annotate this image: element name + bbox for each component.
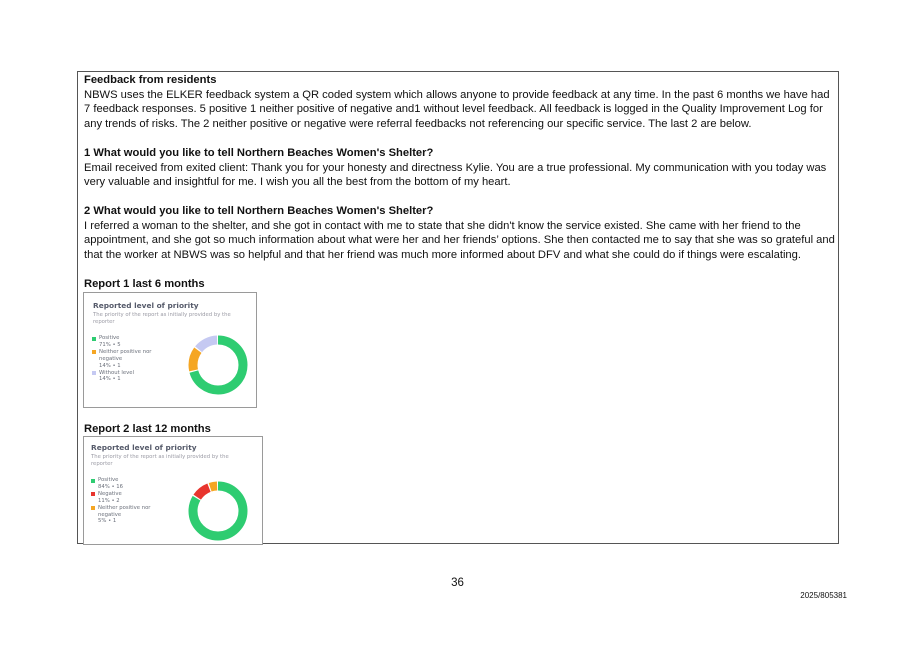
legend-item (91, 477, 170, 491)
legend-stat: 11% • 2 (98, 497, 120, 504)
legend-item (91, 505, 170, 526)
legend-swatch-negative (91, 492, 95, 496)
intro-paragraph: NBWS uses the ELKER feedback system a QR coded system which allows anyone to provide feedback at any time. In the past 6 months we have had 7 feedback responses. 5 positive 1 neither positive of negative and1 without level feedback. All feedback is logged in the Quality Improvement Log for any trends of risks. The 2 neither positive or negative were referral feedbacks not referencing our specific service. The last 2 are below. (84, 88, 830, 131)
legend-label: Without level (99, 369, 134, 376)
legend-stat: 14% • 1 (99, 376, 121, 383)
feedback-2-text: I referred a woman to the shelter, and she got in contact with me to state that she didn't know the service existed. She came with her friend to the appointment, and she got so much information about what were her and her friends’ options. She then contacted me to say that she was so grateful and that the worker at NBWS was so helpful and that her friend was much more informed about DFV and what she could do if things were escalating. (84, 219, 835, 262)
feedback-2-heading: 2 What would you like to tell Northern Beaches Women's Shelter? (84, 204, 434, 217)
legend-swatch-without-level (92, 371, 96, 375)
report-1-donut-chart (186, 333, 250, 397)
legend-item (92, 349, 171, 370)
legend-swatch-neither (91, 506, 95, 510)
document-body (84, 73, 836, 263)
legend-label: Neither positive nor negative (99, 348, 152, 362)
legend-item (91, 491, 170, 505)
legend-label: Positive (99, 335, 120, 341)
report-1-card-title: Reported level of priority (93, 301, 199, 310)
legend-swatch-neither (92, 350, 96, 354)
feedback-1-heading: 1 What would you like to tell Northern Beaches Women's Shelter? (84, 146, 434, 159)
legend-stat: 14% • 1 (99, 362, 121, 369)
report-1-label: Report 1 last 6 months (84, 278, 205, 290)
legend-item (92, 370, 171, 384)
legend-label: Neither positive nor negative (98, 504, 151, 518)
legend-swatch-positive (92, 337, 96, 341)
report-2-donut-chart (186, 479, 250, 543)
section-heading: Feedback from residents (84, 74, 217, 86)
report-1-card-subtitle: The priority of the report as initially provided by the reporter (93, 312, 231, 325)
legend-stat: 5% • 1 (98, 518, 117, 525)
report-2-legend (91, 477, 170, 525)
legend-stat: 71% • 5 (99, 341, 121, 348)
page-number: 36 (451, 577, 464, 589)
report-2-card-subtitle: The priority of the report as initially provided by the reporter (91, 454, 229, 467)
legend-stat: 84% • 16 (98, 483, 124, 490)
legend-label: Negative (98, 490, 122, 497)
report-2-card-title: Reported level of priority (91, 443, 197, 452)
legend-item (92, 335, 171, 349)
report-2-label: Report 2 last 12 months (84, 423, 211, 435)
legend-swatch-positive (91, 479, 95, 483)
legend-label: Positive (98, 477, 119, 483)
document-id: 2025/805381 (800, 591, 847, 600)
report-1-card (83, 292, 257, 408)
report-2-card (83, 436, 263, 545)
report-1-legend (92, 335, 171, 383)
feedback-1-text: Email received from exited client: Thank you for your honesty and directness Kylie. You are a true professional. My communication with you today was very valuable and insightful for me. I wish you all the best from the bottom of my heart. (84, 161, 827, 189)
